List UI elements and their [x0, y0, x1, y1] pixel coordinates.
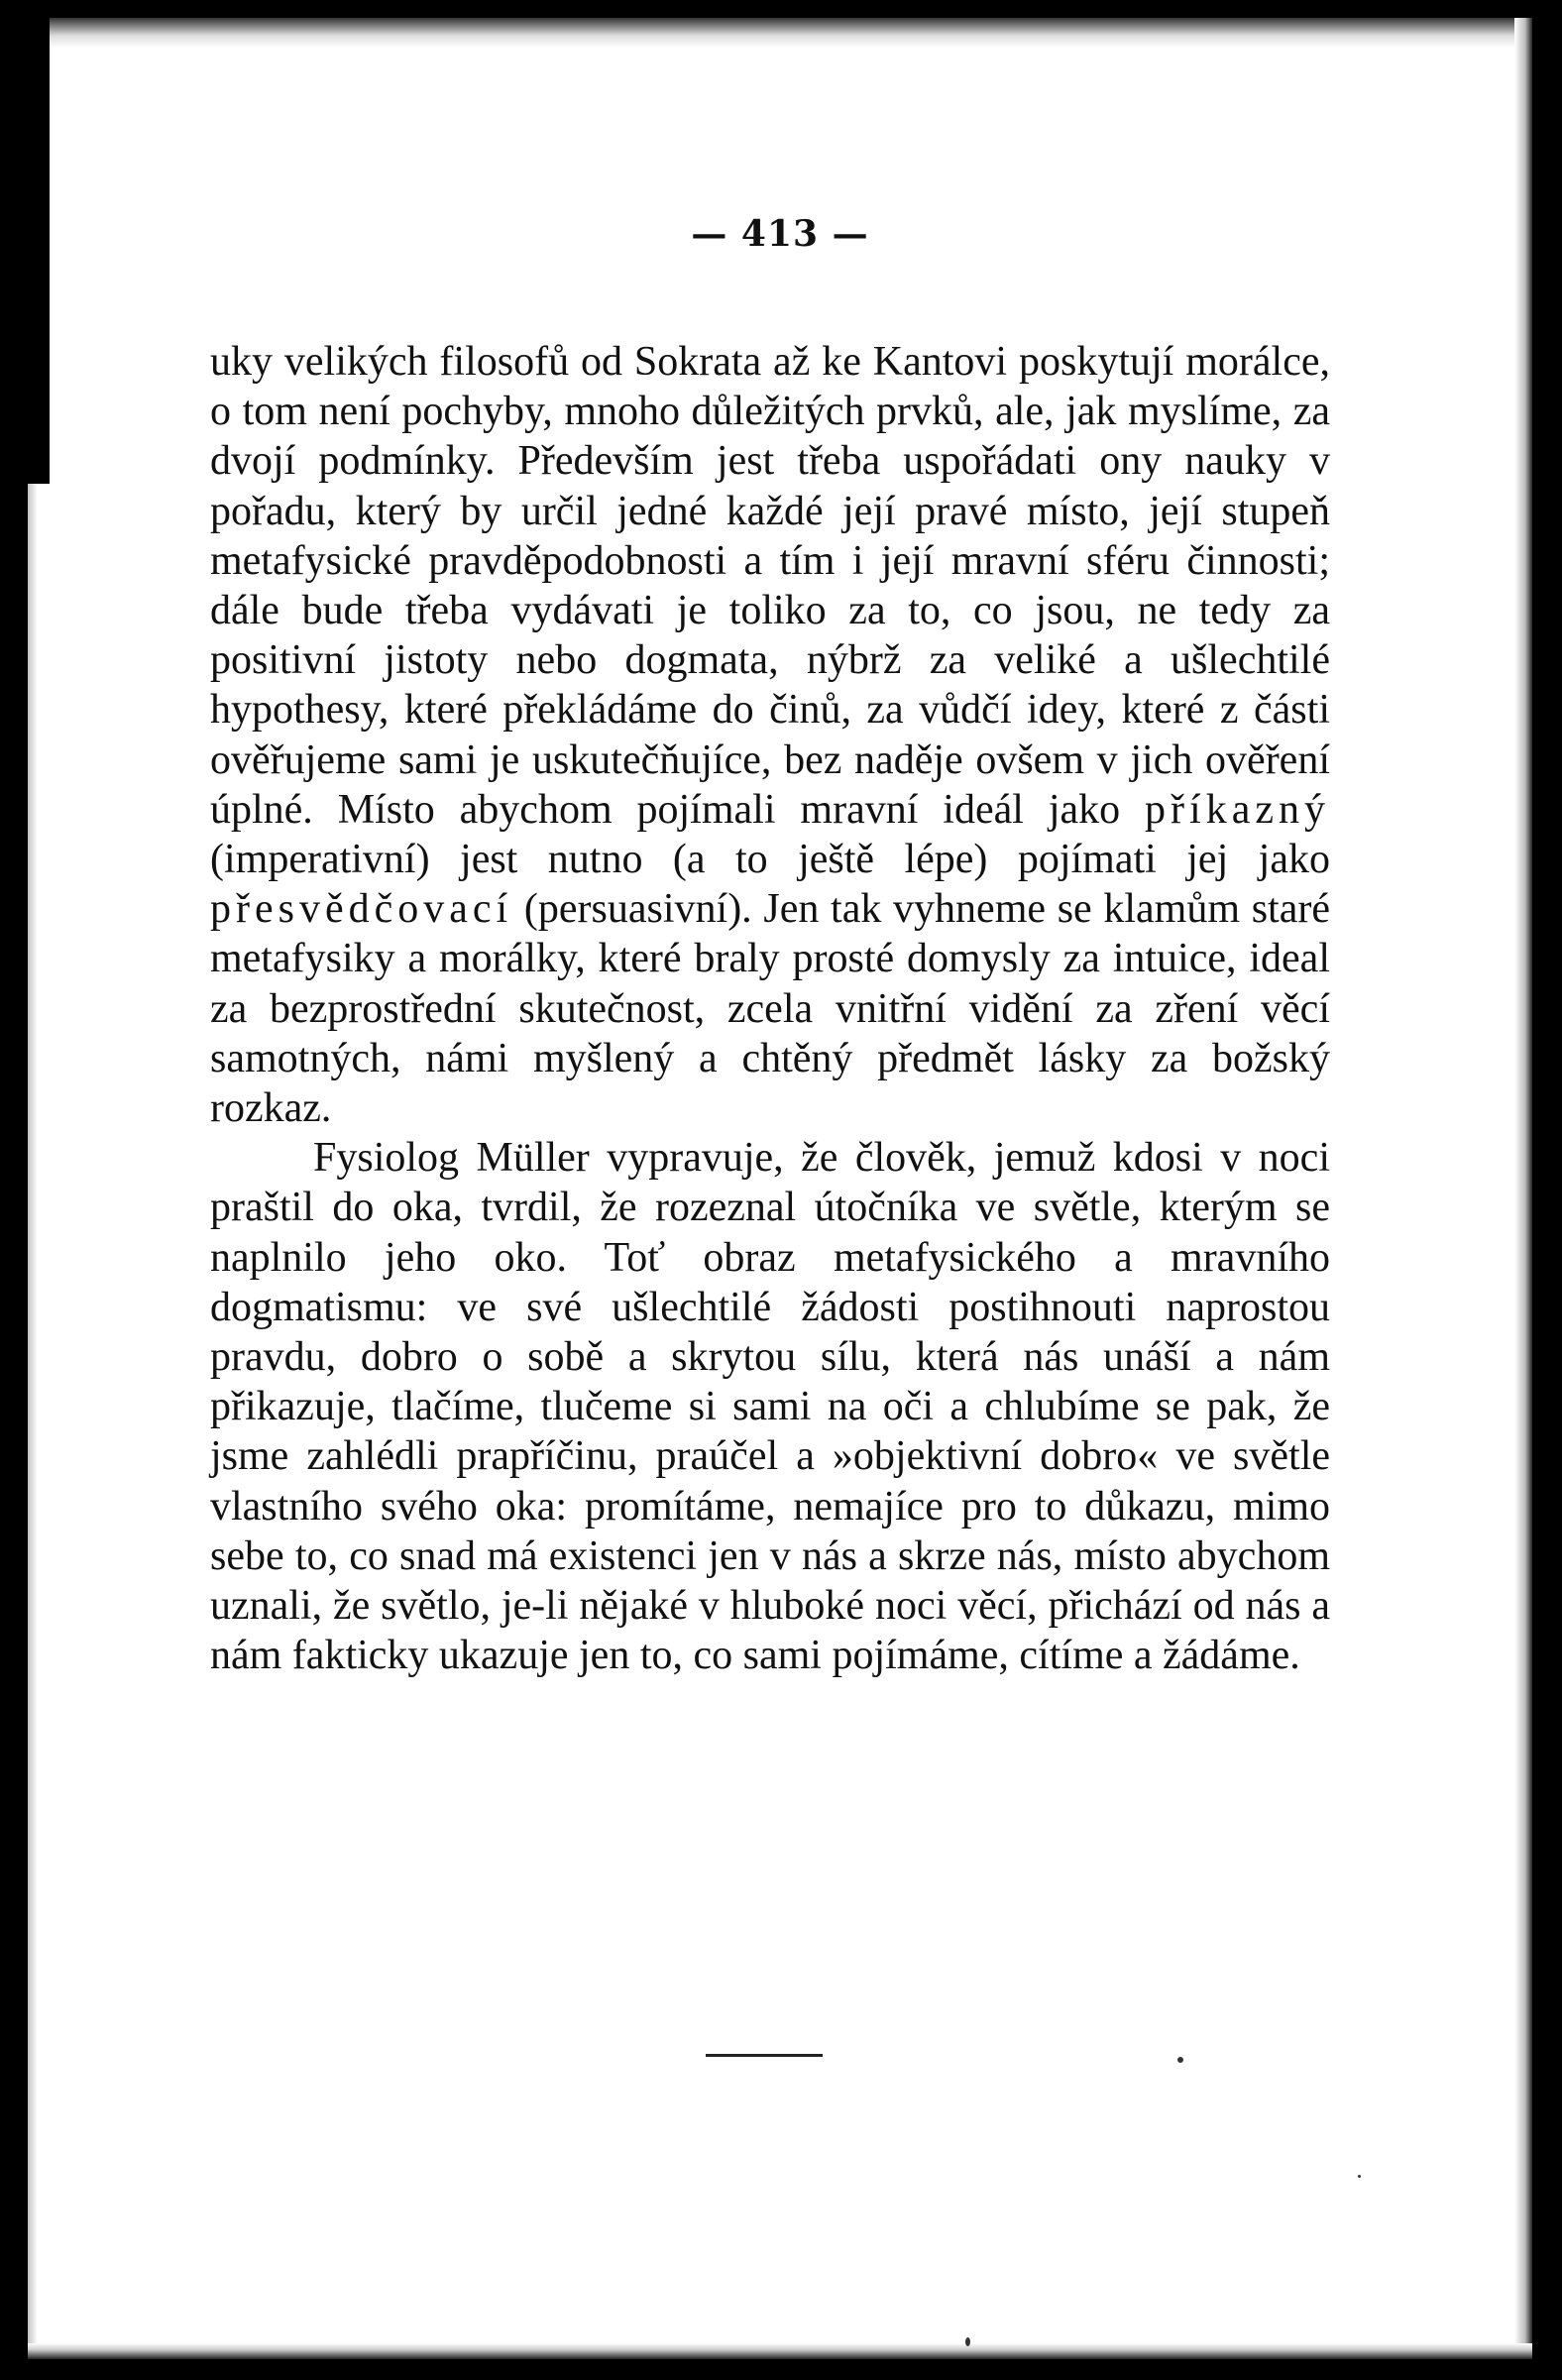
- scan-border-top: [28, 18, 1532, 48]
- text-segment: Fysiolog Müller vypravuje, že člověk, jemuž kdosi v noci praštil do oka, tvrdil, že rozeznal útočníka ve světle, kterým se naplnilo jeho oko. Toť obraz metafysického a mravního dogmatismu: ve své ušlechtilé žádosti postihnouti naprostou pravdu, dobro o sobě a skrytou sílu, která nás unáší a nám přikazuje, tlačíme, tlučeme si sami na oči a chlubíme se pak, že jsme zahlédli prapříčinu, praúčel a »objektivní dobro« ve světle vlastního svého oka: promítáme, nemajíce pro to důkazu, mimo sebe to, co snad má existenci jen v nás a skrze nás, místo abychom uznali, že světlo, je-li nějaké v hluboké noci věcí, přichází od nás a nám fakticky ukazuje jen to, co sami pojímáme, cítíme a žádáme.: [210, 1135, 1330, 1679]
- scan-speck: [965, 2337, 970, 2346]
- book-page: [28, 18, 1532, 2359]
- body-text: [210, 337, 1330, 1680]
- paragraph: [210, 1133, 1330, 1680]
- emphasized-term: příkazný: [1145, 786, 1330, 833]
- page-number: — 413 —: [691, 213, 869, 255]
- end-rule: [706, 2054, 823, 2057]
- scan-speck: [1358, 2175, 1361, 2178]
- scan-border-right: [1514, 18, 1532, 2359]
- scan-shadow-left: [28, 484, 38, 2359]
- text-segment: (persuasivní). Jen tak vyhneme se klamům staré metafysiky a morálky, které braly prosté domysly za intuice, ideal za bezprostřední skutečnost, zcela vnitřní vidění za zření věcí samotných, námi myšlený a chtěný předmět lásky za božský rozkaz.: [210, 886, 1330, 1132]
- text-segment: uky velikých filosofů od Sokrata až ke Kantovi poskytují morálce, o tom není pochyby, mnoho důležitých prvků, ale, jak myslíme, za dvojí podmínky. Především jest třeba uspořádati ony nauky v pořadu, který by určil jedné každé její pravé místo, její stupeň metafysické pravděpodobnosti a tím i její mravní sféru činnosti; dále bude třeba vydávati je toliko za to, co jsou, ne tedy za positivní jistoty nebo dogmata, nýbrž za veliké a ušlechtilé hypothesy, které překládáme do činů, za vůdčí idey, které z části ověřujeme sami je uskutečňujíce, bez naděje ovšem v jich ověření úplné. Místo abychom pojímali mravní ideál jako: [210, 339, 1330, 833]
- scan-speck: [1177, 2057, 1183, 2063]
- scan-border-bottom: [28, 2343, 1532, 2359]
- paragraph: [210, 337, 1330, 1133]
- emphasized-term: přesvědčovací: [210, 886, 513, 933]
- text-segment: (imperativní) jest nutno (a to ještě lépe) pojímati jej jako: [210, 837, 1330, 883]
